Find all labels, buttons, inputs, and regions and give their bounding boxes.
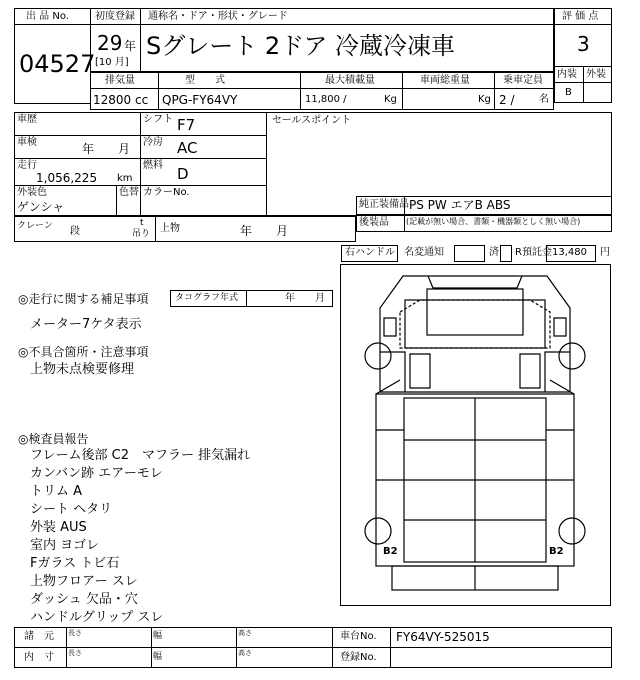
chassis-value: FY64VY-525015: [396, 630, 490, 644]
height-label-1: 高さ: [238, 629, 252, 637]
sales-point-label: セールスポイント: [272, 115, 352, 126]
damage-mark-rear-right: B2: [549, 546, 564, 557]
recycle-check: 済: [489, 247, 499, 258]
capacity-label: 乗車定員: [503, 75, 543, 86]
defect-item: 上物未点検要修理: [30, 362, 135, 377]
reg-year-unit: 年: [124, 39, 137, 53]
inspector-item: 上物フロアー スレ: [30, 574, 138, 589]
grade-label: 評 価 点: [562, 11, 599, 22]
inspector-item: ハンドルグリップ スレ: [30, 610, 164, 625]
gross-label: 車両総重量: [420, 75, 470, 86]
displacement-label: 排気量: [105, 75, 135, 86]
capacity-unit: 名: [539, 94, 549, 105]
width-label-2: 幅: [153, 652, 163, 662]
length-label-2: 長さ: [68, 649, 82, 657]
first-reg-label: 初度登録: [95, 11, 135, 22]
max-load-unit: Kg: [384, 94, 397, 105]
inspector-item: フレーム後部 C2 マフラー 排気漏れ: [30, 448, 251, 463]
width-label-1: 幅: [153, 631, 163, 641]
max-load-value: 11,800 /: [305, 94, 347, 105]
aircon-value: AC: [177, 139, 198, 157]
color-label: 外装色: [17, 187, 47, 198]
history-label: 車歴: [17, 114, 37, 125]
body-value: 年 月: [240, 224, 289, 238]
height-label-2: 高さ: [238, 649, 252, 657]
mileage-unit: km: [117, 173, 133, 184]
mileage-value: 1,056,225: [36, 171, 98, 185]
inspector-item: トリム A: [30, 484, 83, 499]
grade-value: 3: [577, 32, 590, 56]
name-change-label: 名変通知: [404, 247, 444, 258]
inspector-item: 室内 ヨゴレ: [30, 538, 100, 553]
inspector-item: シート ヘタリ: [30, 502, 113, 517]
equipment-label: 純正装備品: [359, 199, 409, 210]
recycle-label: R預託金: [515, 247, 552, 258]
displacement-value: 12800 cc: [93, 93, 149, 107]
reg-year: 29: [97, 31, 123, 55]
aircon-label: 冷房: [143, 137, 163, 148]
chassis-label: 車台No.: [340, 631, 377, 642]
inspector-item: 外装 AUS: [30, 520, 87, 535]
crane-label: クレーン: [17, 221, 53, 231]
accessories-label: 後装品: [359, 217, 389, 228]
crane-steps: 段: [70, 226, 80, 237]
color-code-label: カラーNo.: [143, 187, 190, 198]
capacity-value: 2 /: [499, 93, 515, 107]
inspector-item: ダッシュ 欠品・穴: [30, 592, 138, 607]
max-load-label: 最大積載量: [325, 75, 375, 86]
inspection-label: 車検: [17, 137, 37, 148]
gross-unit: Kg: [478, 94, 491, 105]
crane-lift-bottom: 吊り: [132, 229, 151, 239]
model-label: 型 式: [185, 75, 225, 86]
model-value: QPG-FY64VY: [162, 93, 238, 107]
driving-heading: ◎走行に関する補足事項: [18, 292, 149, 306]
shift-value: F7: [177, 116, 196, 134]
naigai-label: 内 寸: [24, 652, 54, 663]
inspector-item: Fガラス トビ石: [30, 556, 120, 571]
tacho-value: 年 月: [285, 293, 325, 304]
defects-heading: ◎不具合箇所・注意事項: [18, 345, 149, 359]
vehicle-title: Sグレート 2ドア 冷蔵冷凍車: [146, 32, 456, 60]
equipment-value: PS PW エアB ABS: [409, 198, 511, 212]
crane-lift-top: t: [140, 218, 144, 228]
exterior-label: 外装: [586, 69, 606, 80]
body-label: 上物: [160, 223, 180, 234]
length-label-1: 長さ: [68, 629, 82, 637]
tacho-label: タコグラフ年式: [175, 293, 239, 303]
reg-label: 登録No.: [340, 652, 377, 663]
damage-mark-rear-left: B2: [383, 546, 398, 557]
reg-month: [10 月]: [95, 57, 129, 68]
recycle-unit: 円: [600, 247, 610, 258]
recycle-value: 13,480: [552, 247, 587, 258]
interior-label: 内装: [557, 69, 577, 80]
color-change-label: 色替: [119, 187, 139, 198]
interior-value: B: [565, 87, 572, 98]
handle-value: 右ハンドル: [345, 247, 395, 258]
inspector-heading: ◎検査員報告: [18, 432, 89, 446]
mileage-label: 走行: [17, 160, 37, 171]
fuel-label: 燃料: [143, 160, 163, 171]
lot-no: 04527: [19, 50, 96, 78]
model-desc-label: 通称名・ドア・形状・グレード: [148, 11, 288, 22]
accessories-note: (記載が無い場合、書類・機器類としく無い場合): [406, 217, 581, 226]
shokyo-label: 諸 元: [24, 631, 54, 642]
shift-label: シフト: [143, 114, 173, 125]
fuel-value: D: [177, 165, 189, 183]
inspector-item: カンバン跡 エアーモレ: [30, 466, 163, 481]
inspection-value: 年 月: [82, 142, 131, 156]
lot-no-label: 出 品 No.: [26, 11, 69, 22]
color-value: ゲンシャ: [17, 200, 65, 214]
driving-item: メーター7ケタ表示: [30, 317, 142, 332]
